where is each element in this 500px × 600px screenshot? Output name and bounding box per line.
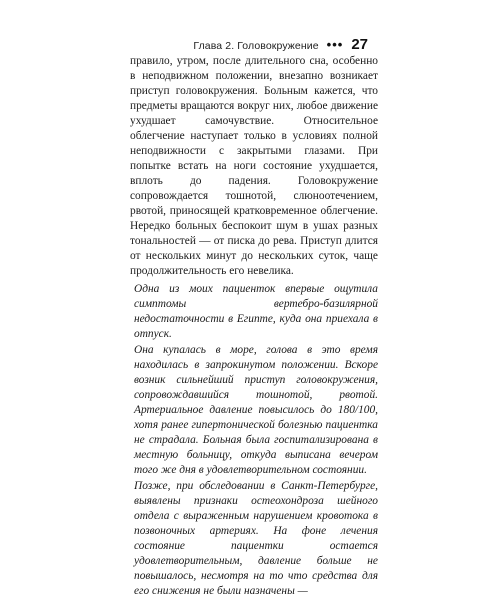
chapter-title: Глава 2. Головокружение <box>193 40 319 52</box>
header-dots-ornament: ••• <box>326 37 344 52</box>
case-paragraph-3: Позже, при обследовании в Санкт-Петербурге, выявлены признаки остеохондроза шейного отдела с выраженным нарушением кровотока в позвоночных артериях. На фоне лечения состояние пациентки остается удовлетворительным, давление больше не повышалось, несмотря на то что средства для его снижения не были назначены — <box>134 480 378 597</box>
case-example <box>130 282 378 599</box>
case-paragraph-2: Она купалась в море, голова в это время находилась в запрокинутом положении. Вскоре возник сильнейший приступ головокружения, сопровождавшийся тошнотой, рвотой. Артериальное давление повысилось до 180/100, хотя ранее гипертонической болезнью пациентка не страдала. Больная была госпитализирована в местную больницу, откуда выписана вечером того же дня в удовлетворительном состоянии. <box>134 344 378 476</box>
body-paragraph: правило, утром, после длительного сна, особенно в неподвижном положении, внезапно возникает приступ головокружения. Больным кажется, что предметы вращаются вокруг них, любое движение ухудшает самочувствие. Относительное облегчение наступает только в условиях полной неподвижности с закрытыми глазами. При попытке встать на ноги состояние ухудшается, вплоть до падения. Головокружение сопровождается тошнотой, слюноотечением, рвотой, приносящей кратковременное облегчение. Нередко больных беспокоит шум в ушах разных тональностей — от писка до рева. Приступ длится от нескольких минут до нескольких суток, чаще продолжительность его невелика. <box>130 55 378 277</box>
page-number: 27 <box>351 36 368 53</box>
case-paragraph-1: Одна из моих пациенток впервые ощутила симптомы вертебро-базилярной недостаточности в Египте, куда она приехала в отпуск. <box>134 283 378 340</box>
page-text <box>130 54 378 600</box>
running-header <box>193 36 368 53</box>
